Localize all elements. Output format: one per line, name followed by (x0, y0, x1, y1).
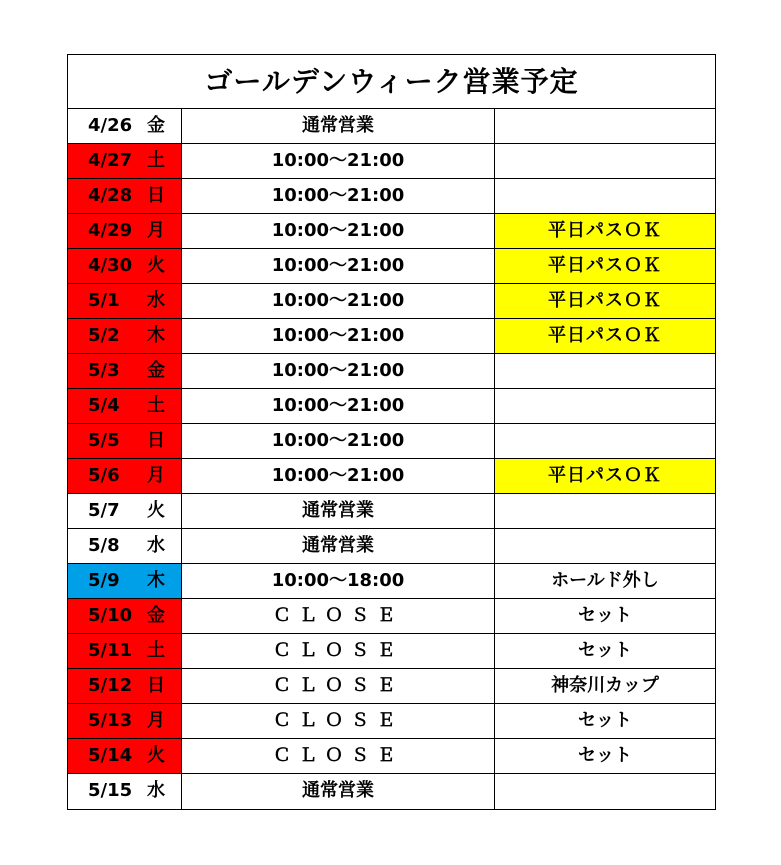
hours-cell: 通常営業 (182, 109, 495, 143)
note-cell (495, 424, 715, 458)
hours-cell: 10:00～21:00 (182, 459, 495, 493)
hours-cell: 10:00～21:00 (182, 249, 495, 283)
weekday-text: 日 (147, 675, 165, 696)
date-text: 5/10 (88, 605, 133, 626)
table-row (68, 389, 715, 424)
hours-cell: ＣＬＯＳＥ (182, 669, 495, 703)
note-cell: セット (495, 704, 715, 738)
date-cell (68, 739, 182, 773)
date-cell (68, 389, 182, 423)
date-text: 5/15 (88, 780, 133, 801)
note-cell: 平日パスＯＫ (495, 319, 715, 353)
table-row (68, 354, 715, 389)
hours-cell: 10:00～21:00 (182, 319, 495, 353)
weekday-text: 火 (147, 500, 165, 521)
weekday-text: 木 (147, 325, 165, 346)
note-cell: 平日パスＯＫ (495, 459, 715, 493)
note-cell (495, 494, 715, 528)
hours-cell: 10:00～21:00 (182, 144, 495, 178)
hours-cell: 通常営業 (182, 529, 495, 563)
note-cell (495, 144, 715, 178)
hours-cell: 10:00～21:00 (182, 214, 495, 248)
hours-cell: 10:00～21:00 (182, 389, 495, 423)
date-text: 5/11 (88, 640, 133, 661)
note-cell: 平日パスＯＫ (495, 249, 715, 283)
table-row (68, 424, 715, 459)
weekday-text: 火 (147, 745, 165, 766)
date-cell (68, 494, 182, 528)
weekday-text: 火 (147, 255, 165, 276)
hours-cell: ＣＬＯＳＥ (182, 599, 495, 633)
hours-cell: 10:00～21:00 (182, 424, 495, 458)
date-text: 5/8 (88, 535, 120, 556)
note-cell (495, 354, 715, 388)
hours-cell: 10:00～21:00 (182, 354, 495, 388)
hours-cell: 通常営業 (182, 494, 495, 528)
hours-cell: 10:00～18:00 (182, 564, 495, 598)
date-text: 4/29 (88, 220, 133, 241)
table-row (68, 669, 715, 704)
weekday-text: 月 (147, 710, 165, 731)
note-cell (495, 109, 715, 143)
note-cell: 神奈川カップ (495, 669, 715, 703)
hours-cell: ＣＬＯＳＥ (182, 704, 495, 738)
date-text: 5/5 (88, 430, 120, 451)
note-cell: ホールド外し (495, 564, 715, 598)
note-cell (495, 774, 715, 809)
date-text: 5/13 (88, 710, 133, 731)
weekday-text: 土 (147, 150, 165, 171)
table-row (68, 739, 715, 774)
date-text: 5/12 (88, 675, 133, 696)
weekday-text: 月 (147, 220, 165, 241)
weekday-text: 水 (147, 780, 165, 801)
date-text: 5/1 (88, 290, 120, 311)
date-cell (68, 669, 182, 703)
date-cell (68, 144, 182, 178)
weekday-text: 金 (147, 115, 165, 136)
table-row (68, 634, 715, 669)
date-cell (68, 214, 182, 248)
date-cell (68, 249, 182, 283)
table-row (68, 179, 715, 214)
table-row (68, 564, 715, 599)
date-cell (68, 704, 182, 738)
weekday-text: 日 (147, 185, 165, 206)
table-row (68, 529, 715, 564)
table-row (68, 109, 715, 144)
schedule-rows (68, 109, 715, 809)
table-row (68, 459, 715, 494)
date-text: 5/4 (88, 395, 120, 416)
date-text: 5/6 (88, 465, 120, 486)
date-text: 5/2 (88, 325, 120, 346)
hours-cell: 10:00～21:00 (182, 179, 495, 213)
date-text: 4/28 (88, 185, 133, 206)
date-text: 4/26 (88, 115, 133, 136)
weekday-text: 木 (147, 570, 165, 591)
date-text: 4/30 (88, 255, 133, 276)
date-cell (68, 319, 182, 353)
table-row (68, 704, 715, 739)
table-row (68, 774, 715, 809)
date-cell (68, 459, 182, 493)
table-row (68, 249, 715, 284)
note-cell: セット (495, 739, 715, 773)
hours-cell: ＣＬＯＳＥ (182, 739, 495, 773)
weekday-text: 水 (147, 290, 165, 311)
date-text: 5/3 (88, 360, 120, 381)
date-cell (68, 599, 182, 633)
note-cell (495, 389, 715, 423)
date-cell (68, 284, 182, 318)
schedule-table (67, 54, 716, 810)
weekday-text: 月 (147, 465, 165, 486)
weekday-text: 金 (147, 605, 165, 626)
date-cell (68, 109, 182, 143)
note-cell: 平日パスＯＫ (495, 214, 715, 248)
note-cell (495, 179, 715, 213)
page-title: ゴールデンウィーク営業予定 (68, 55, 715, 109)
table-row (68, 319, 715, 354)
weekday-text: 土 (147, 640, 165, 661)
date-text: 4/27 (88, 150, 133, 171)
date-text: 5/7 (88, 500, 120, 521)
note-cell: セット (495, 599, 715, 633)
date-cell (68, 354, 182, 388)
weekday-text: 水 (147, 535, 165, 556)
date-cell (68, 774, 182, 809)
date-cell (68, 634, 182, 668)
date-cell (68, 179, 182, 213)
table-row (68, 214, 715, 249)
date-cell (68, 424, 182, 458)
note-cell: セット (495, 634, 715, 668)
table-row (68, 144, 715, 179)
date-cell (68, 564, 182, 598)
date-text: 5/14 (88, 745, 133, 766)
weekday-text: 土 (147, 395, 165, 416)
note-cell: 平日パスＯＫ (495, 284, 715, 318)
date-text: 5/9 (88, 570, 120, 591)
weekday-text: 日 (147, 430, 165, 451)
hours-cell: ＣＬＯＳＥ (182, 634, 495, 668)
table-row (68, 599, 715, 634)
hours-cell: 通常営業 (182, 774, 495, 809)
date-cell (68, 529, 182, 563)
note-cell (495, 529, 715, 563)
weekday-text: 金 (147, 360, 165, 381)
hours-cell: 10:00～21:00 (182, 284, 495, 318)
table-row (68, 494, 715, 529)
table-row (68, 284, 715, 319)
